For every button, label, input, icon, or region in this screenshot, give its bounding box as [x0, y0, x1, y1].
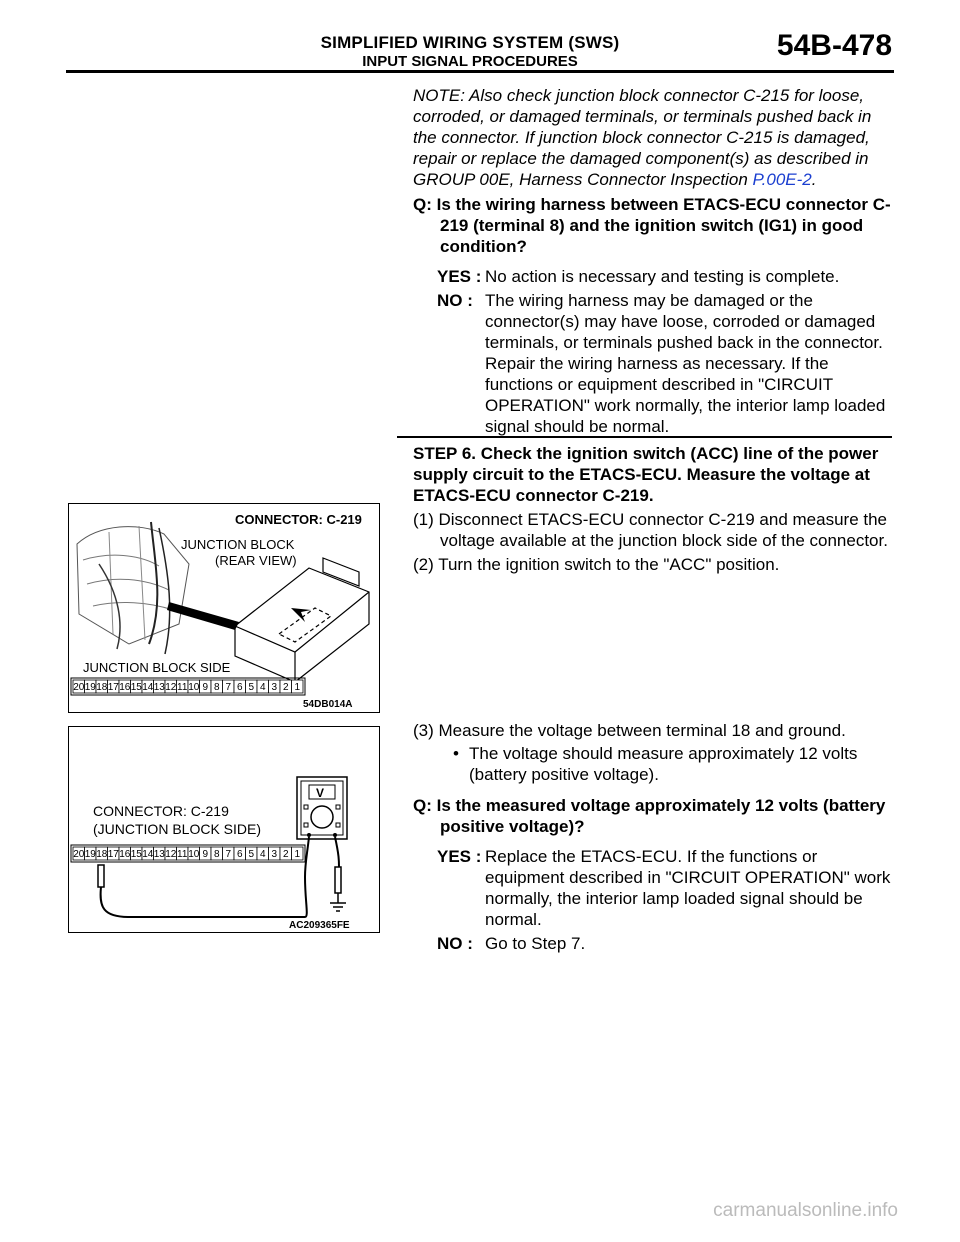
connector-pin-number: 18 — [96, 682, 108, 693]
fig1-pin-strip — [71, 678, 305, 695]
step6-bullet — [453, 743, 895, 785]
fig2-side-label: (JUNCTION BLOCK SIDE) — [93, 821, 262, 837]
test-leads — [305, 837, 339, 877]
qa2-yes-row — [437, 846, 895, 930]
connector-pin-number: 13 — [153, 849, 165, 860]
connector-pin-number: 15 — [130, 682, 142, 693]
step6-continued — [413, 720, 895, 954]
qa1-yes-text: No action is necessary and testing is complete. — [485, 267, 840, 286]
junction-block-box — [235, 558, 369, 682]
watermark: carmanualsonline.info — [713, 1200, 898, 1221]
multimeter — [297, 777, 347, 839]
qa2-yes-text: Replace the ETACS-ECU. If the functions or equipment described in "CIRCUIT OPERATION" work normally, the interior lamp loaded signal should be normal. — [485, 847, 891, 929]
step6-title: STEP 6. Check the ignition switch (ACC) line of the power supply circuit to the ETACS-ECU. Measure the voltage at ETACS-ECU connector C-219. — [413, 444, 879, 505]
connector-pin-number: 14 — [142, 849, 154, 860]
connector-pin-number: 1 — [294, 682, 301, 693]
connector-pin-number: 12 — [165, 849, 177, 860]
qa1-no-text: The wiring harness may be damaged or the connector(s) may have loose, corroded or damaged terminals, or terminals pushed back in the connector. Repair the wiring harness as necessary. If the functions or equipment described in "CIRCUIT OPERATION" work normally, the interior lamp loaded signal should be normal. — [485, 291, 886, 436]
note-text: NOTE: Also check junction block connector C-215 for loose, corroded, or damaged terminals, or terminals pushed back in the connector. If junction block connector C-215 is damaged, repair or replace the damaged component(s) as described in GROUP 00E, Harness Connector Inspection — [413, 86, 872, 189]
step6-block — [413, 443, 895, 575]
connector-pin-number: 15 — [130, 849, 142, 860]
connector-pin-number: 6 — [236, 849, 243, 860]
connector-pin-number: 16 — [119, 682, 131, 693]
meter-symbol: V — [316, 786, 325, 800]
connector-pin-number: 2 — [282, 682, 289, 693]
fig1-connector-label: CONNECTOR: C-219 — [235, 512, 362, 527]
note-end: . — [811, 170, 817, 189]
connector-pin-number: 19 — [84, 849, 96, 860]
voltage-measurement-illustration — [69, 727, 379, 932]
bullet-mark: • — [453, 744, 459, 763]
connector-pin-number: 8 — [213, 849, 220, 860]
note-link[interactable]: P.00E-2 — [752, 170, 812, 189]
step6-item-1: (1) Disconnect ETACS-ECU connector C-219 and measure the voltage available at the junction block side of the connector. — [413, 510, 888, 550]
header-title: SIMPLIFIED WIRING SYSTEM (SWS) — [320, 33, 620, 52]
bullet-text: The voltage should measure approximately 12 volts (battery positive voltage). — [469, 744, 858, 784]
connector-pin-number: 5 — [248, 849, 255, 860]
terminal-probe — [98, 865, 104, 887]
connector-pin-number: 20 — [73, 682, 85, 693]
fig1-side-label: JUNCTION BLOCK SIDE — [83, 660, 231, 675]
fig1-rear-view-label: (REAR VIEW) — [215, 553, 297, 568]
step6-item-3: (3) Measure the voltage between terminal 18 and ground. — [413, 721, 846, 740]
connector-pin-number: 4 — [259, 849, 266, 860]
connector-pin-number: 3 — [271, 682, 278, 693]
connector-pin-number: 20 — [73, 849, 85, 860]
pointer-wedge — [167, 602, 239, 630]
connector-pin-number: 10 — [188, 849, 200, 860]
section-divider — [397, 436, 892, 438]
fig2-connector-label: CONNECTOR: C-219 — [93, 803, 229, 819]
connector-pin-number: 11 — [177, 849, 188, 860]
fig2-pin-strip — [71, 845, 305, 862]
junction-block-illustration — [69, 504, 379, 712]
header-subtitle: INPUT SIGNAL PROCEDURES — [362, 53, 578, 70]
connector-pin-number: 6 — [236, 682, 243, 693]
qa2-no-row — [437, 933, 895, 954]
figure-junction-block — [68, 503, 380, 713]
probe-wire — [101, 877, 307, 917]
ground-symbol-icon — [330, 893, 346, 911]
connector-pin-number: 4 — [259, 682, 266, 693]
connector-pin-number: 10 — [188, 682, 200, 693]
connector-pin-number: 7 — [225, 849, 232, 860]
fig2-code: AC209365FE — [289, 920, 350, 931]
qa2-no-label: NO : — [437, 934, 473, 953]
connector-pin-number: 11 — [177, 682, 188, 693]
connector-pin-number: 5 — [248, 682, 255, 693]
connector-pin-number: 17 — [107, 682, 119, 693]
qa1-yes-row — [437, 266, 895, 287]
fig1-junction-label: JUNCTION BLOCK — [181, 537, 295, 552]
qa1-yes-label: YES : — [437, 267, 482, 286]
connector-pin-number: 1 — [294, 849, 301, 860]
connector-pin-number: 2 — [282, 849, 289, 860]
arrow-marker — [291, 608, 311, 622]
step6-item-2: (2) Turn the ignition switch to the "ACC" position. — [413, 555, 780, 574]
qa1-block — [413, 194, 895, 437]
qa1-no-label: NO : — [437, 291, 473, 310]
connector-pin-number: 14 — [142, 682, 154, 693]
connector-pin-number: 8 — [213, 682, 220, 693]
connector-pin-number: 17 — [107, 849, 119, 860]
connector-pin-number: 9 — [202, 682, 209, 693]
qa2-question: Q: Is the measured voltage approximately 12 volts (battery positive voltage)? — [413, 796, 886, 836]
connector-pin-number: 16 — [119, 849, 131, 860]
note-block — [413, 85, 895, 190]
dash-panel-drawing — [77, 522, 189, 654]
ground-probe — [335, 867, 341, 893]
connector-pin-number: 19 — [84, 682, 96, 693]
connector-pin-number: 13 — [153, 682, 165, 693]
qa1-question: Q: Is the wiring harness between ETACS-ECU connector C-219 (terminal 8) and the ignition switch (IG1) in good condition? — [413, 195, 891, 256]
qa2-no-text: Go to Step 7. — [485, 934, 586, 953]
connector-pin-number: 9 — [202, 849, 209, 860]
connector-pin-number: 3 — [271, 849, 278, 860]
page-number: 54B-478 — [776, 29, 892, 62]
qa2-yes-label: YES : — [437, 847, 482, 866]
fig1-code: 54DB014A — [303, 699, 353, 710]
connector-pin-number: 7 — [225, 682, 232, 693]
qa1-no-row — [437, 290, 895, 437]
figure-voltage-measurement — [68, 726, 380, 933]
header-rule — [66, 70, 894, 73]
connector-pin-number: 12 — [165, 682, 177, 693]
connector-pin-number: 18 — [96, 849, 108, 860]
